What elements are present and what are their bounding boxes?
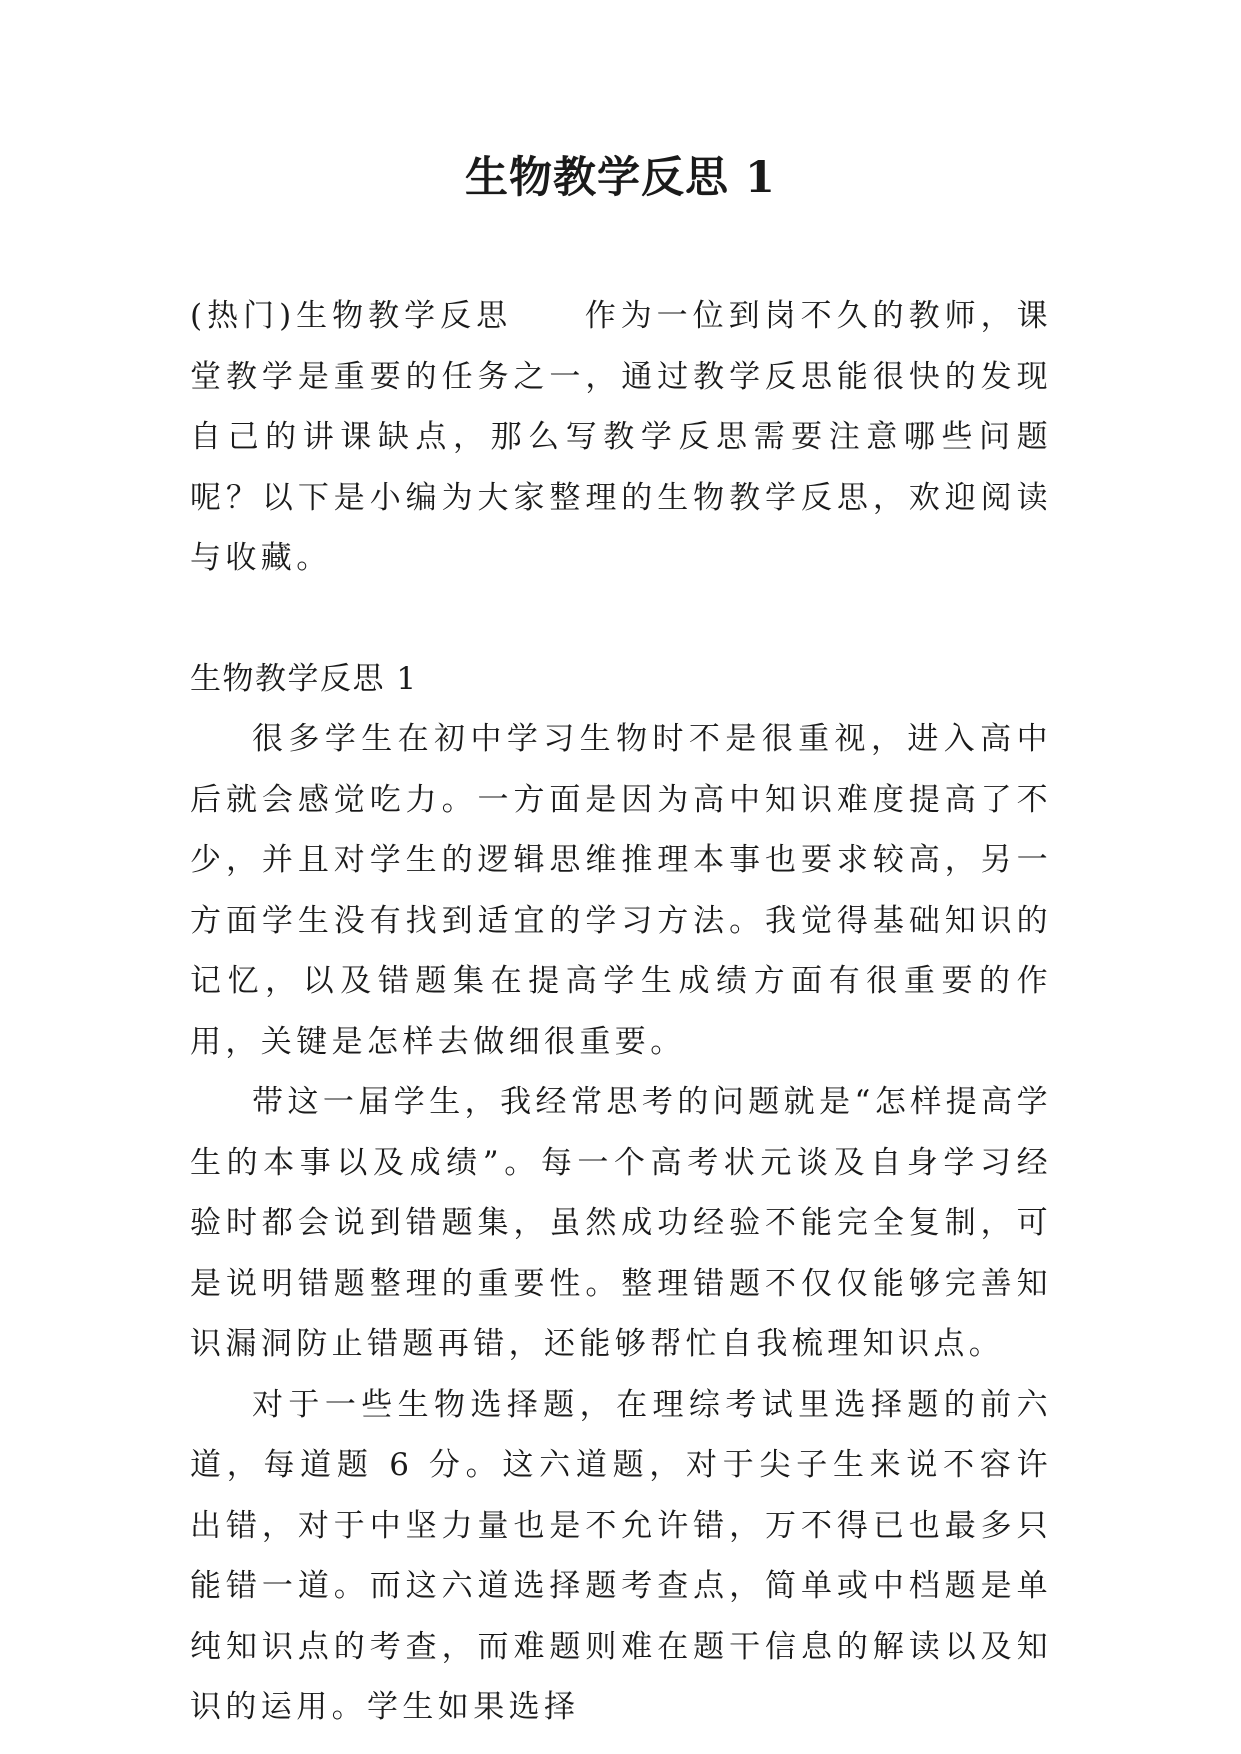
body-paragraph-1: 很多学生在初中学习生物时不是很重视，进入高中后就会感觉吃力。一方面是因为高中知识难度提高了不少，并且对学生的逻辑思维推理本事也要求较高，另一方面学生没有找到适宜的学习方法。我觉得基础知识的记忆，以及错题集在提高学生成绩方面有很重要的作用，关键是怎样去做细很重要。 — [190, 721, 1052, 1060]
body-paragraph-3: 对于一些生物选择题，在理综考试里选择题的前六道，每道题 6 分。这六道题，对于尖子生来说不容许出错，对于中坚力量也是不允许错，万不得已也最多只能错一道。而这六道选择题考查点，简单或中档题是单纯知识点的考查，而难题则难在题干信息的解读以及知识的运用。学生如果选择 — [190, 1386, 1052, 1725]
body-paragraph-2: 带这一届学生，我经常思考的问题就是“怎样提高学生的本事以及成绩”。每一个高考状元谈及自身学习经验时都会说到错题集，虽然成功经验不能完全复制，可是说明错题整理的重要性。整理错题不仅仅能够完善知识漏洞防止错题再错，还能够帮忙自我梳理知识点。 — [190, 1084, 1052, 1362]
section-heading: 生物教学反思 1 — [190, 660, 418, 697]
document-title: 生物教学反思 1 — [465, 153, 776, 203]
intro-text: 作为一位到岗不久的教师，课堂教学是重要的任务之一，通过教学反思能很快的发现自己的讲课缺点，那么写教学反思需要注意哪些问题呢？以下是小编为大家整理的生物教学反思，欢迎阅读与收藏。 — [190, 298, 1052, 576]
intro-lead: (热门)生物教学反思 — [190, 298, 513, 334]
document-body — [190, 286, 1052, 1738]
intro-paragraph — [190, 286, 1052, 589]
